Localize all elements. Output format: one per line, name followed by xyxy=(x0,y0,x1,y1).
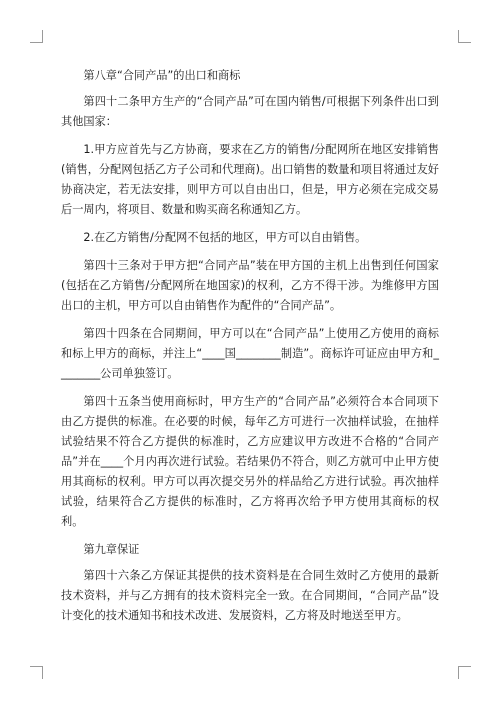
article-42: 第四十二条甲方生产的“合同产品”可在国内销售/可根据下列条件出口到其他国家： xyxy=(61,95,439,128)
crop-mark-top-left xyxy=(30,30,43,43)
article-44: 第四十四条在合同期间，甲方可以在“合同产品”上使用乙方使用的商标和标上甲方的商标，并注上“____国________制造”。商标许可证应由甲方和________公司单独签订。 xyxy=(61,327,439,380)
document-body xyxy=(61,66,439,634)
article-46: 第四十六条乙方保证其提供的技术资料是在合同生效时乙方使用的最新技术资料，并与乙方拥有的技术资料完全一致。在合同期间，“合同产品”设计变化的技术通知书和技术改进、发展资料，乙方将及时地送至甲方。 xyxy=(61,569,439,622)
chapter-9-heading: 第九章保证 xyxy=(83,543,140,556)
article-42-item-1: 1.甲方应首先与乙方协商，要求在乙方的销售/分配网所在地区安排销售(销售，分配网包括乙方子公司和代理商)。出口销售的数量和项目将通过友好协商决定，若无法安排，则甲方可以自由出口，但是，甲方必须在完成交易后一周内，将项目、数量和购买商名称通知乙方。 xyxy=(61,143,439,216)
article-42-item-2: 2.在乙方销售/分配网不包括的地区，甲方可以自由销售。 xyxy=(83,231,367,244)
chapter-8-heading: 第八章“合同产品”的出口和商标 xyxy=(83,69,241,82)
crop-mark-top-right xyxy=(458,30,471,43)
crop-mark-bottom-left xyxy=(30,666,43,679)
article-45: 第四十五条当使用商标时，甲方生产的“合同产品”必须符合本合同项下由乙方提供的标准。在必要的时候，每年乙方可进行一次抽样试验，在抽样试验结果不符合乙方提供的标准时，乙方应建议甲方改进不合格的“合同产品”并在____个月内再次进行试验。若结果仍不符合，则乙方就可中止甲方使用其商标的权利。甲方可以再次提交另外的样品给乙方进行试验。再次抽样试验，结果符合乙方提供的标准时，乙方将再次给予甲方使用其商标的权利。 xyxy=(61,395,439,528)
crop-mark-bottom-right xyxy=(458,666,471,679)
article-43: 第四十三条对于甲方把“合同产品”装在甲方国的主机上出售到任何国家(包括在乙方销售/分配网所在地国家)的权利，乙方不得干涉。为维修甲方国出口的主机，甲方可以自由销售作为配件的“合同产品”。 xyxy=(61,259,439,312)
